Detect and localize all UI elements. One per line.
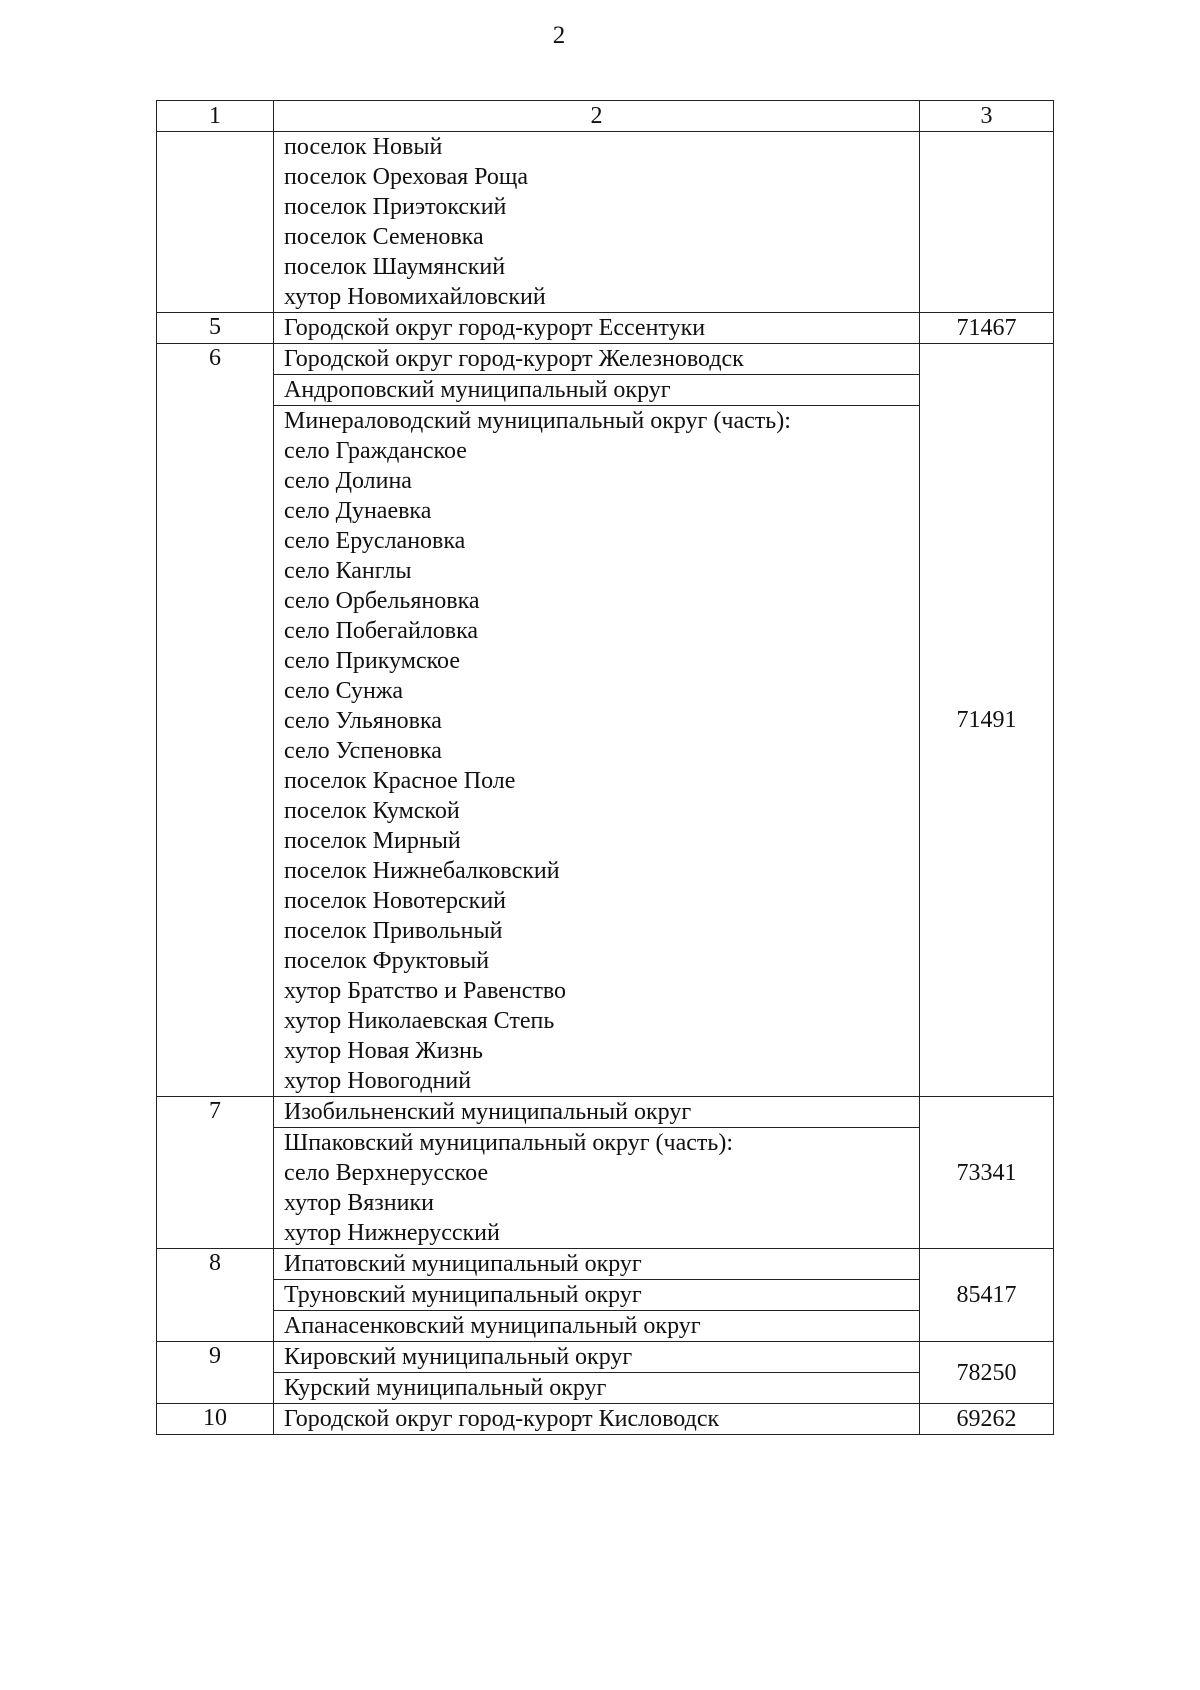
territory-entry [274, 1404, 919, 1434]
territory-line: Андроповский муниципальный округ [284, 377, 671, 403]
territory-line: хутор Новая Жизнь [284, 1038, 483, 1064]
territory-entry [274, 1097, 919, 1128]
value-cell: 85417 [920, 1249, 1054, 1342]
table-row [157, 132, 1054, 313]
territory-line: поселок Красное Поле [284, 768, 516, 794]
territory-line: поселок Привольный [284, 918, 503, 944]
territory-cell [274, 344, 920, 1097]
territory-cell [274, 132, 920, 313]
table-row [157, 313, 1054, 344]
territory-entry [274, 1128, 919, 1248]
value-cell: 71467 [920, 313, 1054, 344]
table-row [157, 1404, 1054, 1435]
territory-entry [274, 375, 919, 406]
territory-line: Курский муниципальный округ [284, 1375, 607, 1401]
territory-cell [274, 1249, 920, 1342]
territory-entry [274, 1373, 919, 1403]
territory-entry [274, 1311, 919, 1341]
territory-entry [274, 344, 919, 375]
territory-line: Ипатовский муниципальный округ [284, 1251, 642, 1277]
territory-line: поселок Шаумянский [284, 254, 506, 280]
territory-line: хутор Вязники [284, 1190, 434, 1216]
territory-line: село Еруслановка [284, 528, 466, 554]
territory-cell [274, 1342, 920, 1404]
value-cell: 71491 [920, 344, 1054, 1097]
territory-entry [274, 1249, 919, 1280]
territory-entry [274, 406, 919, 1096]
territory-line: село Сунжа [284, 678, 404, 704]
territory-line: Шпаковский муниципальный округ (часть): [284, 1130, 733, 1156]
territory-cell [274, 1097, 920, 1249]
territory-line: поселок Нижнебалковский [284, 858, 560, 884]
territory-line: село Побегайловка [284, 618, 479, 644]
territory-line: поселок Ореховая Роща [284, 164, 529, 190]
territory-line: село Верхнерусское [284, 1160, 489, 1186]
territory-line: Труновский муниципальный округ [284, 1282, 642, 1308]
territory-line: поселок Приэтокский [284, 194, 507, 220]
territory-line: Изобильненский муниципальный округ [284, 1099, 692, 1125]
territory-line: хутор Новомихайловский [284, 284, 546, 310]
territory-line: поселок Кумской [284, 798, 460, 824]
table-row [157, 1249, 1054, 1342]
table-row [157, 344, 1054, 1097]
territory-line: село Долина [284, 468, 412, 494]
territory-entry [274, 1342, 919, 1373]
territory-cell [274, 313, 920, 344]
territory-line: хутор Николаевская Степь [284, 1008, 555, 1034]
header-cell-1: 1 [157, 101, 274, 132]
row-number-cell: 5 [157, 313, 274, 344]
territory-line: село Орбельяновка [284, 588, 480, 614]
table-row [157, 1097, 1054, 1249]
row-number-cell: 7 [157, 1097, 274, 1249]
territory-entry [274, 1280, 919, 1311]
territory-line: Городской округ город-курорт Ессентуки [284, 315, 706, 341]
territory-entry [274, 132, 919, 312]
header-cell-2: 2 [274, 101, 920, 132]
row-number-cell [157, 132, 274, 313]
table-header-row [157, 101, 1054, 132]
territory-line: хутор Новогодний [284, 1068, 472, 1094]
territory-line: село Прикумское [284, 648, 460, 674]
value-cell [920, 132, 1054, 313]
territory-line: Кировский муниципальный округ [284, 1344, 633, 1370]
territory-line: Городской округ город-курорт Кисловодск [284, 1406, 720, 1432]
territory-line: село Ульяновка [284, 708, 442, 734]
territory-line: село Канглы [284, 558, 412, 584]
value-cell: 78250 [920, 1342, 1054, 1404]
territory-entry [274, 313, 919, 343]
table-row [157, 1342, 1054, 1404]
page-number: 2 [552, 22, 566, 49]
districts-table [156, 100, 1054, 1435]
header-cell-3: 3 [920, 101, 1054, 132]
territory-line: село Дунаевка [284, 498, 432, 524]
row-number-cell: 8 [157, 1249, 274, 1342]
territory-line: село Гражданское [284, 438, 467, 464]
territory-line: Минераловодский муниципальный округ (часть): [284, 408, 791, 434]
row-number-cell: 6 [157, 344, 274, 1097]
territory-cell [274, 1404, 920, 1435]
territory-line: поселок Новотерский [284, 888, 506, 914]
territory-line: село Успеновка [284, 738, 442, 764]
territory-line: поселок Новый [284, 134, 443, 160]
territory-line: поселок Фруктовый [284, 948, 490, 974]
territory-line: Апанасенковский муниципальный округ [284, 1313, 701, 1339]
table-body [157, 132, 1054, 1435]
territory-line: хутор Братство и Равенство [284, 978, 566, 1004]
territory-line: Городской округ город-курорт Железноводск [284, 346, 744, 372]
territory-line: хутор Нижнерусский [284, 1220, 500, 1246]
territory-line: поселок Мирный [284, 828, 461, 854]
row-number-cell: 10 [157, 1404, 274, 1435]
territory-line: поселок Семеновка [284, 224, 484, 250]
row-number-cell: 9 [157, 1342, 274, 1404]
value-cell: 73341 [920, 1097, 1054, 1249]
value-cell: 69262 [920, 1404, 1054, 1435]
